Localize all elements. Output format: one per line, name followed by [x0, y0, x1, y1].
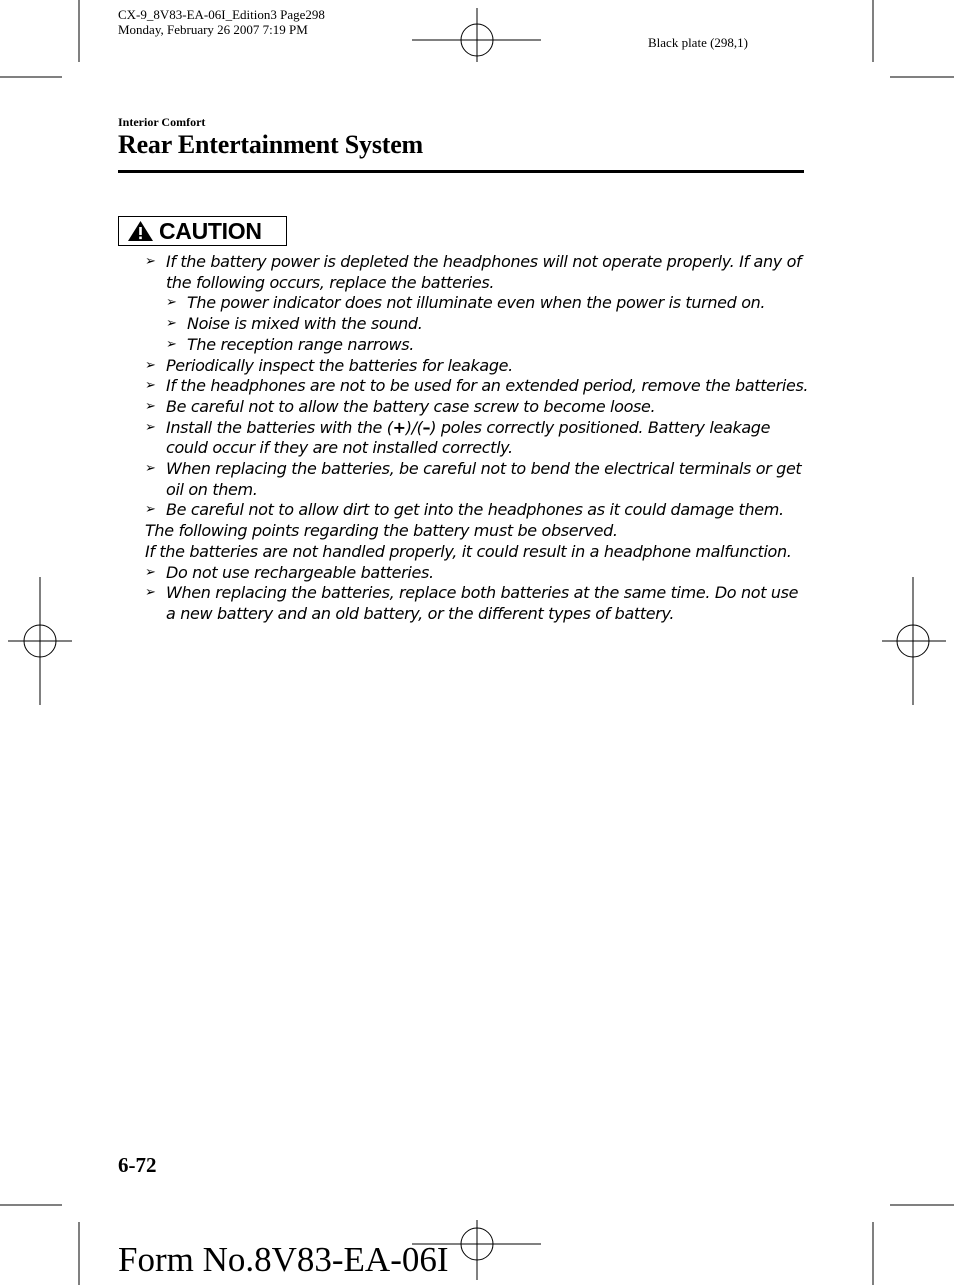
- caution-label: CAUTION: [159, 217, 262, 244]
- registration-target-top: [412, 8, 541, 62]
- item-text-part: ) poles correctly positioned. Battery leakage: [430, 417, 771, 437]
- list-item: [145, 459, 810, 500]
- item-text: The power indicator does not illuminate even when the power is turned on.: [187, 293, 766, 313]
- print-file-line: CX-9_8V83-EA-06I_Edition3 Page298: [118, 7, 325, 22]
- list-item: [145, 563, 810, 584]
- item-text: Periodically inspect the batteries for leakage.: [166, 355, 513, 375]
- list-item: [145, 376, 810, 397]
- item-text: Be careful not to allow the battery case screw to become loose.: [166, 396, 656, 416]
- sub-list-item: [166, 314, 810, 335]
- form-number: Form No.8V83-EA-06I: [118, 1240, 449, 1279]
- arrow-bullet-icon: ➢: [145, 254, 156, 269]
- registration-target-left: [8, 577, 72, 705]
- list-item: [145, 500, 810, 521]
- item-text: [166, 418, 810, 439]
- item-text: When replacing the batteries, be careful not to bend the electrical terminals or get: [166, 459, 802, 479]
- item-text: The reception range narrows.: [187, 334, 415, 354]
- black-plate-label: Black plate (298,1): [648, 35, 748, 50]
- arrow-bullet-icon: ➢: [145, 398, 156, 414]
- paragraph: If the batteries are not handled properly, it could result in a headphone malfunction.: [145, 541, 792, 561]
- sub-list-item: [166, 293, 810, 314]
- item-text: Noise is mixed with the sound.: [187, 314, 423, 334]
- list-item: [145, 252, 810, 293]
- item-text: Do not use rechargeable batteries.: [166, 562, 434, 582]
- item-text: a new battery and an old battery, or the different types of battery.: [166, 603, 675, 623]
- item-text: If the battery power is depleted the headphones will not operate properly. If any of: [166, 252, 802, 271]
- arrow-bullet-icon: ➢: [145, 585, 156, 601]
- arrow-bullet-icon: ➢: [145, 461, 156, 477]
- warning-triangle-icon: [127, 220, 154, 242]
- sub-list-item: [166, 335, 810, 356]
- list-item: [145, 397, 810, 418]
- print-date-line: Monday, February 26 2007 7:19 PM: [118, 22, 308, 37]
- item-text: could occur if they are not installed correctly.: [166, 438, 513, 458]
- page-title: Rear Entertainment System: [118, 130, 424, 159]
- list-item: [145, 583, 810, 624]
- item-text: the following occurs, replace the batteries.: [166, 272, 495, 292]
- arrow-bullet-icon: ➢: [145, 502, 156, 518]
- list-item: [145, 418, 810, 459]
- arrow-bullet-icon: ➢: [145, 357, 156, 373]
- arrow-bullet-icon: ➢: [145, 564, 156, 580]
- caution-content: [145, 252, 810, 625]
- item-text: If the headphones are not to be used for an extended period, remove the batteries.: [166, 376, 809, 396]
- arrow-bullet-icon: ➢: [166, 295, 177, 311]
- item-text-part: )/(: [405, 417, 423, 437]
- arrow-bullet-icon: ➢: [145, 378, 156, 394]
- title-rule: [118, 170, 804, 173]
- item-text-part: Install the batteries with the (: [166, 417, 393, 437]
- minus-icon: –: [422, 417, 431, 437]
- paragraph: The following points regarding the battery must be observed.: [145, 521, 618, 541]
- caution-badge: [118, 216, 287, 246]
- arrow-bullet-icon: ➢: [145, 419, 156, 435]
- page-number: 6-72: [118, 1153, 157, 1177]
- plus-icon: +: [392, 417, 406, 437]
- registration-target-right: [882, 577, 946, 705]
- arrow-bullet-icon: ➢: [166, 316, 177, 332]
- item-text: When replacing the batteries, replace both batteries at the same time. Do not use: [166, 583, 799, 603]
- list-item: [145, 356, 810, 377]
- arrow-bullet-icon: ➢: [166, 336, 177, 352]
- section-label: Interior Comfort: [118, 115, 206, 129]
- item-text: Be careful not to allow dirt to get into the headphones as it could damage them.: [166, 500, 784, 520]
- item-text: oil on them.: [166, 479, 258, 499]
